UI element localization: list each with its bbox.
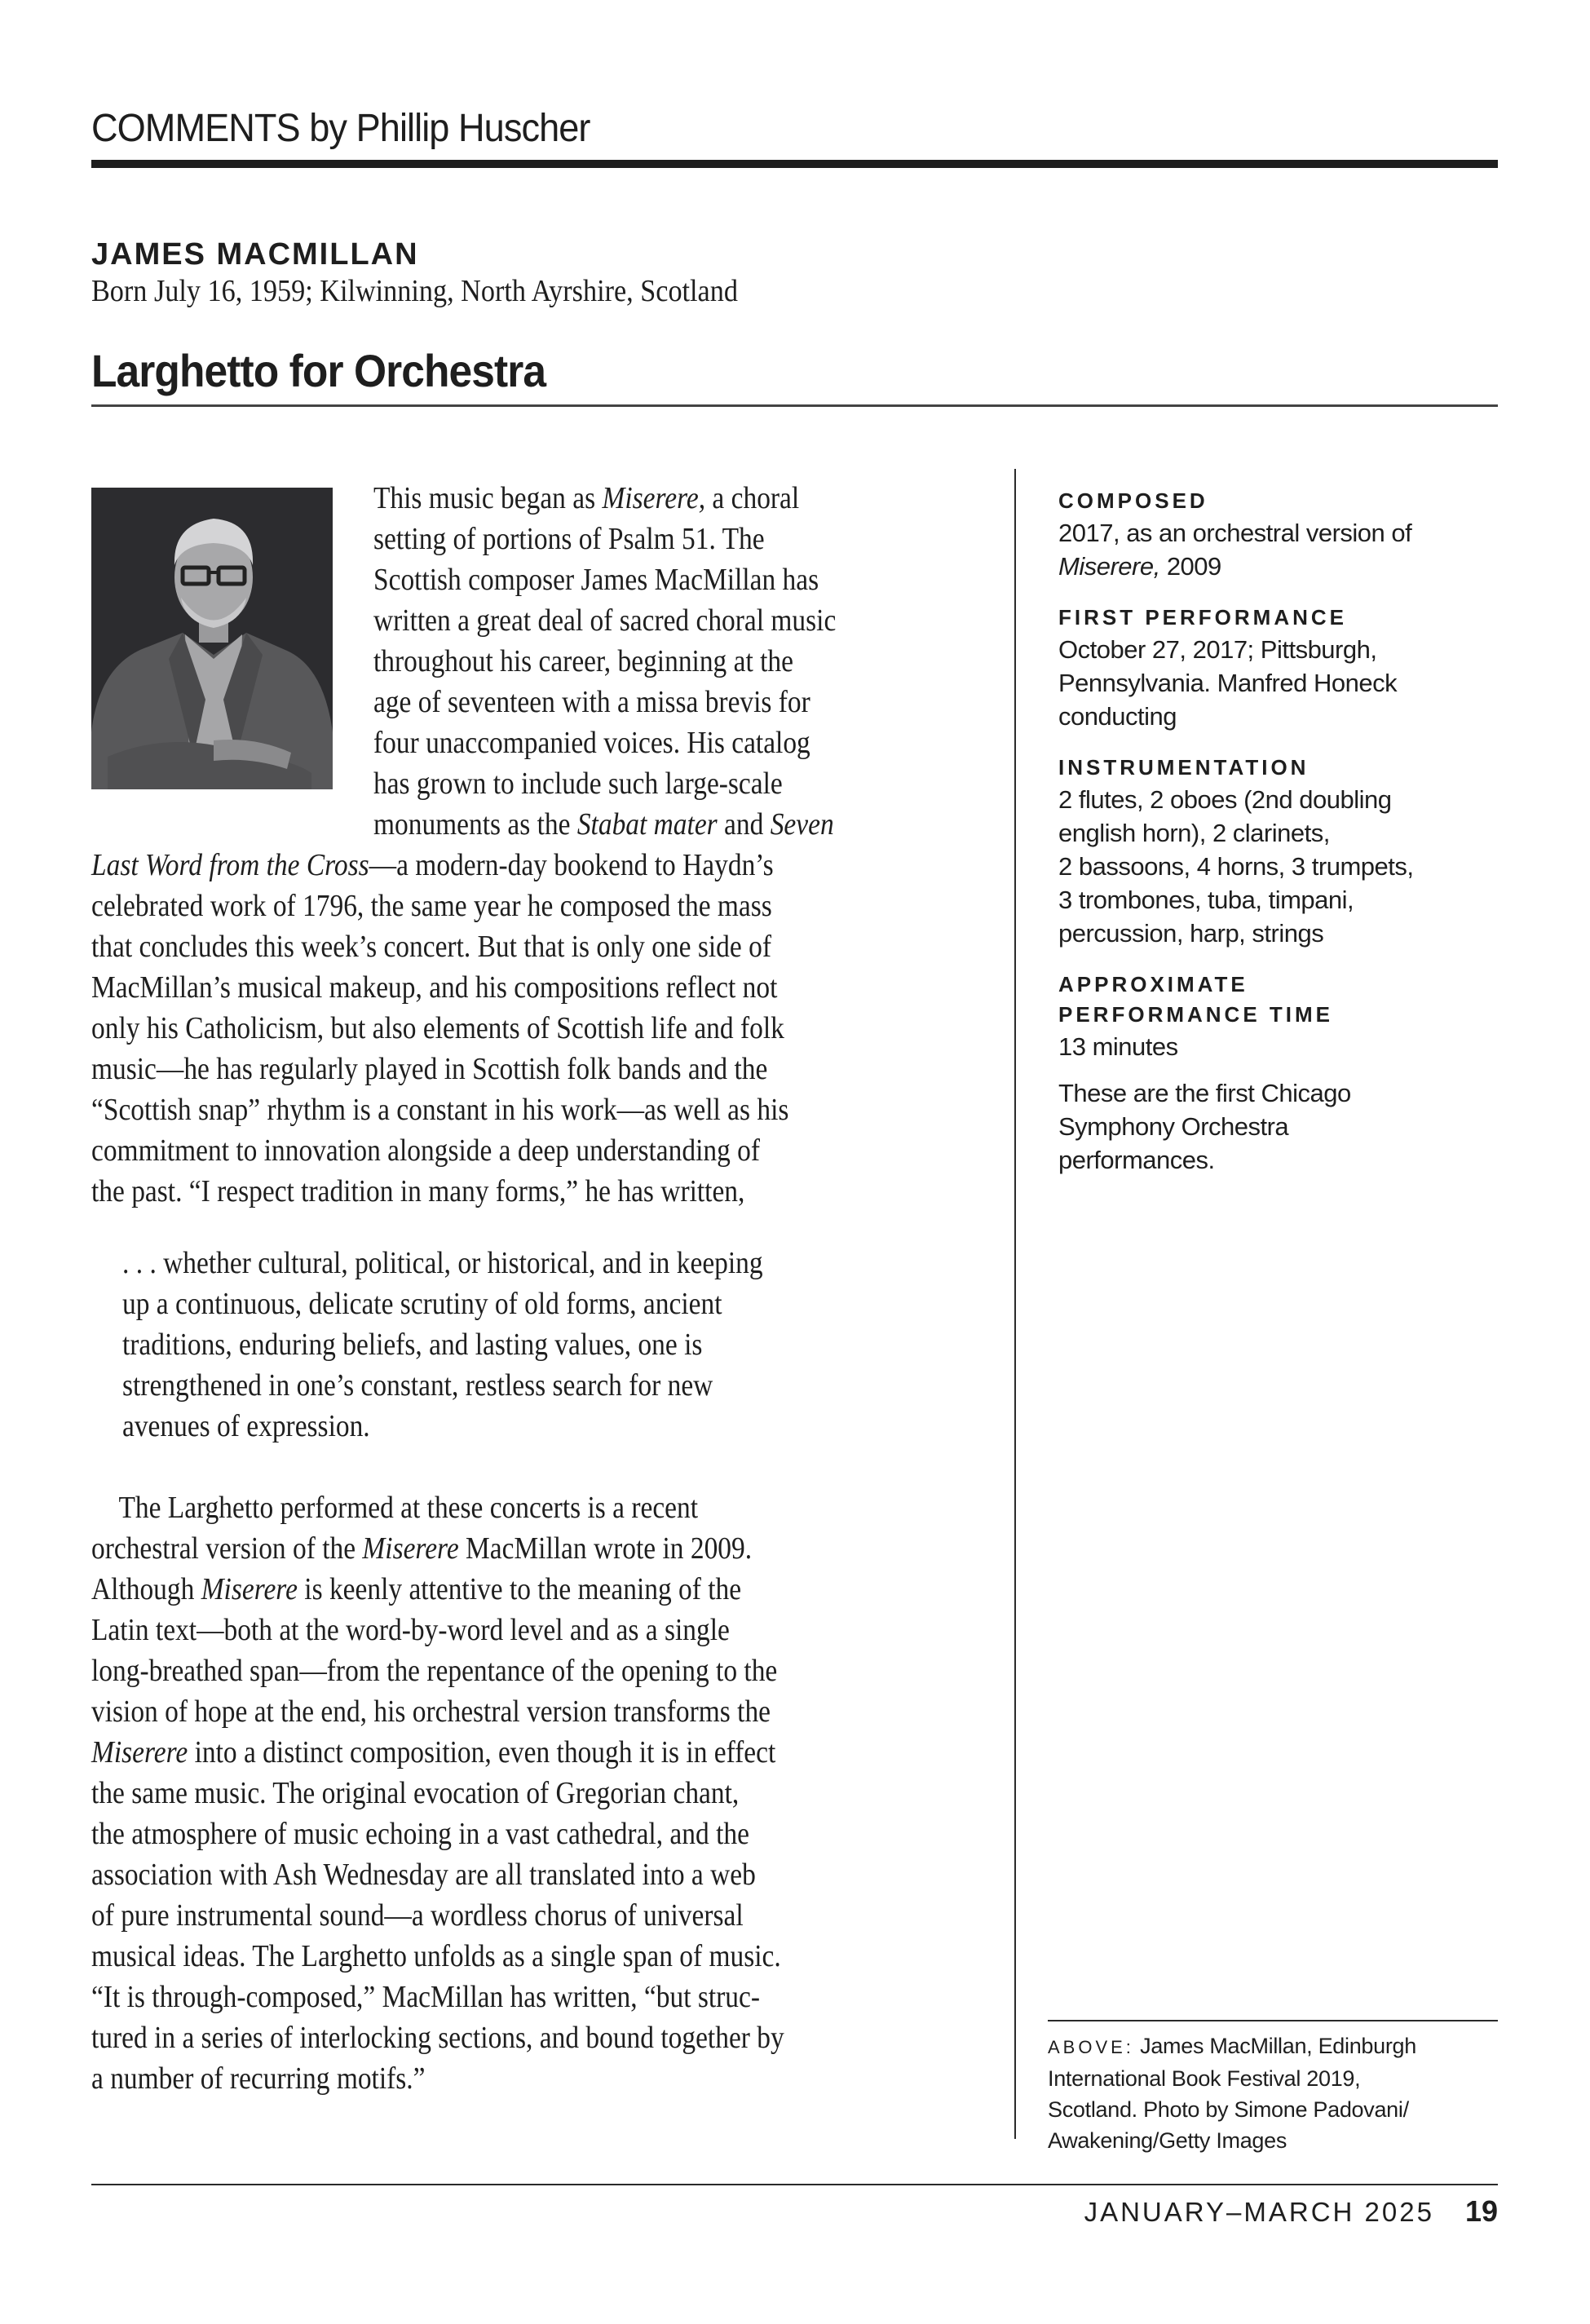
caption-label: ABOVE: xyxy=(1048,2037,1134,2057)
text-run: monuments as the xyxy=(373,807,577,842)
text-line xyxy=(91,1569,784,1610)
text-line xyxy=(373,763,836,804)
italic-work-title: Miserere xyxy=(201,1572,298,1606)
premiere-note xyxy=(1058,1076,1482,1177)
text-run: is keenly attentive to the meaning of the xyxy=(297,1572,742,1606)
text-run: throughout his career, beginning at the xyxy=(373,644,793,678)
caption-line xyxy=(1048,2030,1498,2063)
text-line xyxy=(373,804,836,845)
text-line xyxy=(91,1049,788,1089)
page-footer xyxy=(1084,2194,1498,2230)
text-run: musical ideas. The Larghetto unfolds as a single span of music. xyxy=(91,1939,781,1973)
duration-label-line: APPROXIMATE xyxy=(1058,972,1248,996)
text-run: . . . whether cultural, political, or historical, and in keeping xyxy=(122,1246,763,1280)
italic-work-title: Seven xyxy=(770,807,834,842)
caption-rule xyxy=(1048,2020,1498,2021)
text-run: four unaccompanied voices. His catalog xyxy=(373,726,810,760)
header-rule xyxy=(91,160,1498,168)
footer-rule xyxy=(91,2184,1498,2185)
caption-line: International Book Festival 2019, xyxy=(1048,2066,1361,2091)
composed-work-title: Miserere, xyxy=(1058,552,1160,581)
text-run: The Larghetto performed at these concerts is a recent xyxy=(91,1491,699,1525)
text-run: orchestral version of the xyxy=(91,1531,363,1566)
text-run: “Scottish snap” rhythm is a constant in his work—as well as his xyxy=(91,1093,789,1127)
text-run: only his Catholicism, but also elements of Scottish life and folk xyxy=(91,1011,784,1045)
text-run: a number of recurring motifs.” xyxy=(91,2061,426,2096)
italic-work-title: Miserere xyxy=(91,1735,188,1770)
text-line xyxy=(91,1814,784,1854)
composer-birth-info: Born July 16, 1959; Kilwinning, North Ayrshire, Scotland xyxy=(91,274,738,308)
text-run: has grown to include such large-scale xyxy=(373,767,783,801)
text-line: October 27, 2017; Pittsburgh, xyxy=(1058,635,1377,664)
text-line: performances. xyxy=(1058,1146,1215,1174)
text-line xyxy=(91,2058,784,2099)
text-run: —a modern-day bookend to Haydn’s xyxy=(369,848,774,882)
work-title: Larghetto for Orchestra xyxy=(91,345,546,396)
text-run: the past. “I respect tradition in many forms,” he has written, xyxy=(91,1174,745,1208)
text-run: commitment to innovation alongside a deep understanding of xyxy=(91,1133,761,1168)
text-run: a choral xyxy=(705,481,800,515)
text-run: This music began as xyxy=(373,481,603,515)
portrait-icon xyxy=(91,488,333,789)
text-line xyxy=(122,1365,763,1406)
text-line xyxy=(91,926,788,967)
text-run: up a continuous, delicate scrutiny of old forms, ancient xyxy=(122,1287,722,1321)
text-run: traditions, enduring beliefs, and lasting values, one is xyxy=(122,1328,703,1362)
text-line xyxy=(91,1171,788,1212)
text-run: tured in a series of interlocking sections, and bound together by xyxy=(91,2021,784,2055)
instrumentation-value xyxy=(1058,783,1482,950)
text-line xyxy=(373,519,836,559)
composed-label: COMPOSED xyxy=(1058,488,1208,513)
text-line xyxy=(373,559,836,600)
text-line xyxy=(91,1008,788,1049)
italic-work-title: Last Word from the Cross xyxy=(91,848,369,882)
text-line: 3 trombones, tuba, timpani, xyxy=(1058,886,1354,914)
text-run: setting of portions of Psalm 51. The xyxy=(373,522,765,556)
composed-value-line xyxy=(1058,550,1482,583)
text-run: celebrated work of 1796, the same year he composed the mass xyxy=(91,889,772,923)
text-line xyxy=(122,1406,763,1447)
text-line xyxy=(373,722,836,763)
text-line xyxy=(91,1130,788,1171)
first-performance-label: FIRST PERFORMANCE xyxy=(1058,605,1347,630)
text-line xyxy=(122,1324,763,1365)
italic-work-title: Stabat mater xyxy=(576,807,718,842)
text-line xyxy=(91,1936,784,1977)
page-number: 19 xyxy=(1464,2194,1498,2228)
text-run: vision of hope at the end, his orchestral version transforms the xyxy=(91,1694,771,1729)
composed-value-line: 2017, as an orchestral version of xyxy=(1058,519,1412,547)
text-line: 2 bassoons, 4 horns, 3 trumpets, xyxy=(1058,852,1414,881)
issue-date: JANUARY–MARCH 2025 xyxy=(1084,2197,1434,2227)
text-line xyxy=(91,967,788,1008)
photo-caption xyxy=(1048,2030,1498,2156)
composed-value xyxy=(1058,516,1482,583)
text-line xyxy=(91,1854,784,1895)
text-run: long-breathed span—from the repentance of the opening to the xyxy=(91,1654,778,1688)
text-line xyxy=(122,1243,763,1284)
text-line xyxy=(91,1089,788,1130)
program-notes-sidebar xyxy=(1058,486,1482,1177)
sidebar-divider xyxy=(1014,469,1016,2139)
text-run: music—he has regularly played in Scottish folk bands and the xyxy=(91,1052,768,1086)
italic-work-title: Miserere, xyxy=(602,481,706,515)
caption-line: Scotland. Photo by Simone Padovani/ xyxy=(1048,2097,1409,2122)
text-line xyxy=(373,600,836,641)
title-rule xyxy=(91,404,1498,407)
text-run: avenues of expression. xyxy=(122,1409,370,1443)
text-line xyxy=(373,478,836,519)
composed-year: 2009 xyxy=(1159,552,1221,581)
text-run: the same music. The original evocation of Gregorian chant, xyxy=(91,1776,740,1810)
text-line xyxy=(91,1895,784,1936)
first-performance-value xyxy=(1058,633,1482,733)
text-line xyxy=(91,1487,784,1528)
text-line: Pennsylvania. Manfred Honeck xyxy=(1058,669,1398,697)
text-run: Scottish composer James MacMillan has xyxy=(373,563,819,597)
text-line: These are the first Chicago xyxy=(1058,1079,1351,1107)
text-line xyxy=(373,682,836,722)
text-run: written a great deal of sacred choral music xyxy=(373,603,837,638)
text-run: that concludes this week’s concert. But that is only one side of xyxy=(91,930,771,964)
text-run: and xyxy=(717,807,771,842)
text-line: conducting xyxy=(1058,702,1177,731)
text-run: Although xyxy=(91,1572,201,1606)
caption-text: James MacMillan, Edinburgh xyxy=(1133,2034,1416,2058)
text-line xyxy=(91,1732,784,1773)
text-run: association with Ash Wednesday are all translated into a web xyxy=(91,1858,756,1892)
text-line: Symphony Orchestra xyxy=(1058,1112,1289,1141)
text-line xyxy=(91,886,788,926)
text-line xyxy=(91,1610,784,1650)
text-line xyxy=(91,1528,784,1569)
italic-work-title: Miserere xyxy=(362,1531,459,1566)
body-paragraph-1-wrapped xyxy=(373,478,899,845)
text-line xyxy=(91,1773,784,1814)
text-run: strengthened in one’s constant, restless search for new xyxy=(122,1368,713,1403)
block-quote xyxy=(122,1243,850,1447)
composer-portrait-photo xyxy=(91,488,333,789)
duration-label-line: PERFORMANCE TIME xyxy=(1058,1002,1333,1027)
text-line xyxy=(91,1650,784,1691)
text-line: percussion, harp, strings xyxy=(1058,919,1324,948)
duration-value: 13 minutes xyxy=(1058,1032,1178,1061)
text-line xyxy=(122,1284,763,1324)
duration-label xyxy=(1058,970,1482,1030)
body-paragraph-1-continued xyxy=(91,845,884,1212)
text-run: the atmosphere of music echoing in a vast cathedral, and the xyxy=(91,1817,749,1851)
text-run: “It is through-composed,” MacMillan has written, “but struc- xyxy=(91,1980,761,2014)
running-head: COMMENTS by Phillip Huscher xyxy=(91,107,590,150)
text-line xyxy=(91,1977,784,2017)
caption-line: Awakening/Getty Images xyxy=(1048,2128,1287,2153)
text-run: MacMillan wrote in 2009. xyxy=(458,1531,753,1566)
text-run: of pure instrumental sound—a wordless chorus of universal xyxy=(91,1898,744,1933)
text-line: english horn), 2 clarinets, xyxy=(1058,819,1330,847)
text-run: age of seventeen with a missa brevis for xyxy=(373,685,810,719)
text-line xyxy=(91,845,788,886)
text-line xyxy=(91,2017,784,2058)
instrumentation-label: INSTRUMENTATION xyxy=(1058,755,1310,780)
text-run: into a distinct composition, even though it is in effect xyxy=(188,1735,776,1770)
body-paragraph-2 xyxy=(91,1487,879,2099)
text-run: MacMillan’s musical makeup, and his compositions reflect not xyxy=(91,970,778,1005)
text-line xyxy=(373,641,836,682)
text-line xyxy=(91,1691,784,1732)
text-run: Latin text—both at the word-by-word level and as a single xyxy=(91,1613,730,1647)
composer-name: JAMES MACMILLAN xyxy=(91,237,419,272)
text-line: 2 flutes, 2 oboes (2nd doubling xyxy=(1058,785,1392,814)
